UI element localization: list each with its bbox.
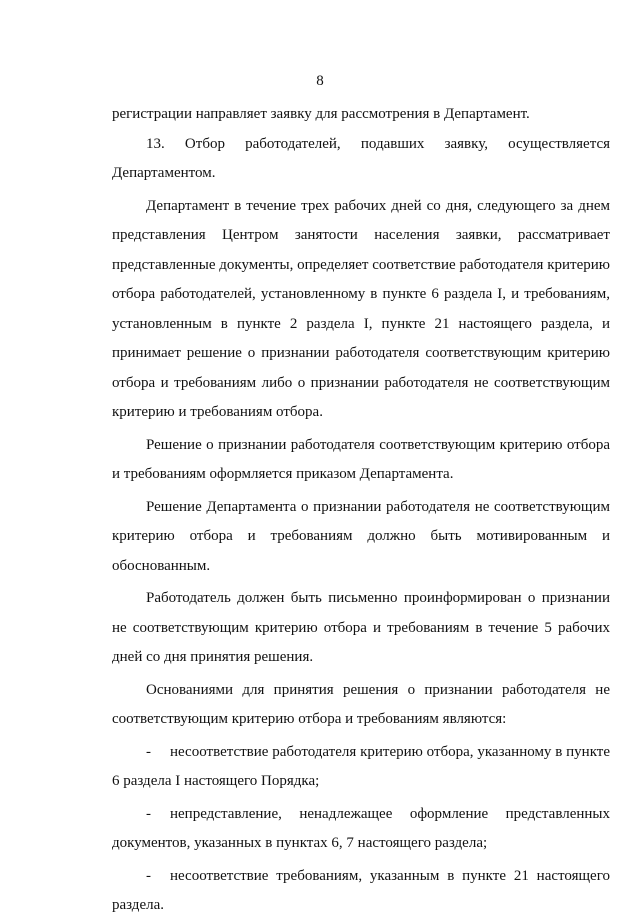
list-dash: - xyxy=(146,805,151,822)
document-body xyxy=(112,100,610,921)
list-item xyxy=(112,800,610,859)
paragraph: Основаниями для принятия решения о признании работодателя не соответствующим критерию отбора и требованиям являются: xyxy=(112,681,610,727)
paragraph: Работодатель должен быть письменно проинформирован о признании не соответствующим критерию отбора и требованиям в течение 5 рабочих дней со дня принятия решения. xyxy=(112,590,610,665)
list-item-text: непредставление, ненадлежащее оформление представленных документов, указанных в пунктах 6, 7 настоящего раздела; xyxy=(112,805,610,851)
list-item xyxy=(112,862,610,921)
list-item-text: несоответствие работодателя критерию отбора, указанному в пункте 6 раздела I настоящего Порядка; xyxy=(112,743,610,789)
list-item-text: несоответствие требованиям, указанным в пункте 21 настоящего раздела. xyxy=(112,867,610,913)
paragraph: 13. Отбор работодателей, подавших заявку, осуществляется Департаментом. xyxy=(112,135,610,181)
list-dash: - xyxy=(146,743,151,760)
list-item xyxy=(112,738,610,797)
paragraph: Решение о признании работодателя соответствующим критерию отбора и требованиям оформляется приказом Департамента. xyxy=(112,436,610,482)
paragraph: регистрации направляет заявку для рассмотрения в Департамент. xyxy=(112,106,530,122)
paragraph: Решение Департамента о признании работодателя не соответствующим критерию отбора и требованиям должно быть мотивированным и обоснованным. xyxy=(112,498,610,574)
page-number: 8 xyxy=(316,73,324,89)
list-dash: - xyxy=(146,867,151,884)
paragraph: Департамент в течение трех рабочих дней со дня, следующего за днем представления Центром занятости населения заявки, рассматривает представленные документы, определяет соответствие работодателя критерию отбора работодателей, установленному в пункте 6 раздела I, и требованиям, установленным в пункте 2 раздела I, пункте 21 настоящего раздела, и принимает решение о признании работодателя соответствующим критерию отбора и требованиям либо о признании работодателя не соответствующим критерию и требованиям отбора. xyxy=(112,197,610,420)
